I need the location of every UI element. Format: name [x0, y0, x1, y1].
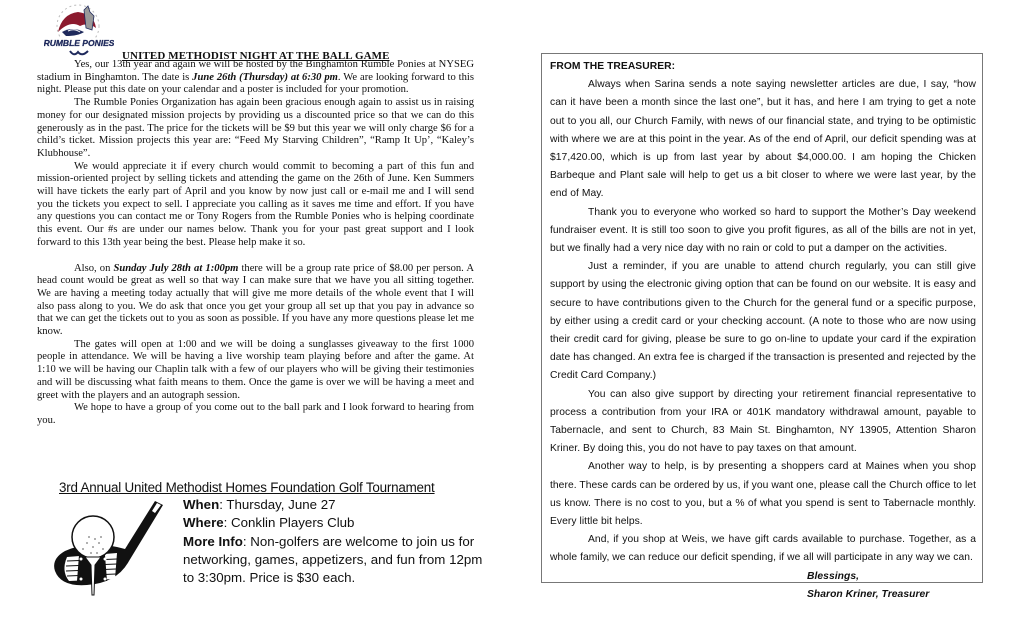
ballgame-paragraph-2: The Rumble Ponies Organization has again been gracious enough again to assist us in raising money for our designated mission projects by providing us a discounted price so that we can do this generously as in the past. The price for the tickets will be $9 but this year we will only charge $6 for a child’s ticket. Mission projects this year are: “Feed My Starving Children”, “Ramp It Up’, “Kaley’s Klubhouse”.	[37, 97, 474, 159]
treasurer-paragraph: Just a reminder, if you are unable to attend church regularly, you can still give support by using the electronic giving option that can be found on our website. It is easy and secure to have contributions given to the Church for the general fund or a specific purpose, by either using a credit card or your checking account. (A note to those who are now using their credit card for giving, please be sure to go on-line to update your card if the expiration date has changed. An extra fee is charged if the transaction is presented and rejected by the Credit Card Company.)	[550, 261, 976, 382]
treasurer-heading: FROM THE TREASURER:	[550, 61, 676, 72]
ballgame-paragraph-5: The gates will open at 1:00 and we will be doing a sunglasses giveaway to the first 1000 people in attendance. We will be having a live worship team playing before and after the game. At 1:10 we will be having our Chaplin talk with a few of our players who will be giving their testimonies and will be discussing what faith means to them. Once the game is over we will be having a meet and greet with the players and an autograph session.	[37, 338, 474, 401]
ballgame-title: UNITED METHODIST NIGHT AT THE BALL GAME	[122, 50, 390, 62]
ballgame-paragraph-6: We hope to have a group of you come out to the ball park and I look forward to hearing from you.	[37, 402, 474, 426]
ballgame-paragraph-1: Yes, our 13th year and again we will be hosted by the Binghamton Rumble Ponies at NYSEG stadium in Binghamton. The date is June 26th (Thursday) at 6:30 pm. We are looking forward to this night. Please put this date on your calendar and a poster is included for your promotion.	[37, 59, 474, 96]
golf-club-ball-icon	[47, 499, 167, 599]
signature: Sharon Kriner, Treasurer	[807, 588, 930, 600]
rumble-ponies-logo-icon	[44, 2, 114, 60]
golf-tournament-section	[37, 480, 483, 595]
golf-more-info: More Info: Non-golfers are welcome to join us for networking, games, appetizers, and fun from 12pm to 3:30pm. Price is $30 each.	[183, 533, 483, 586]
ballgame-paragraph-3: We would appreciate it if every church would commit to becoming a part of this fun and mission-oriented project by selling tickets and attending the game on the 26th of June. Ken Summers will have tickets the early part of April and you know by now just call or e-mail me and I will send you the tickets you expect to sell. I appreciate you calling as it saves me time and effort. If you have any questions you can contact me or Tony Rogers from the Rumble Ponies who is helping coordinate this event. Our #s are under our names below. Thank you for your past great support and I look forward to this 13th year being the best. Please help make it so.	[37, 160, 474, 248]
ballgame-paragraph-4: Also, on Sunday July 28th at 1:00pm there will be a group rate price of $8.00 per person. A head count would be great as well so that way I can make sure that we have you all sitting together. We are having a meeting today actually that will give me more details of the whole event that I will also pass along to you. We do ask that once you get your group all set up that you pay in advance so that we can get the tickets out to you as soon as possible. If you have any more questions please let me know.	[37, 262, 474, 338]
group-game-date: Sunday July 28th at 1:00pm	[113, 262, 239, 274]
treasurer-paragraph: You can also give support by directing your retirement financial representative to process a contribution from your IRA or 401K mandatory withdrawal amount, payable to Tabernacle, and sent to Church, 83 Main St. Binghamton, NY 13905, Attention Sharon Kriner. By doing this, you do not have to pay taxes on that amount.	[550, 388, 976, 455]
golf-when: When: Thursday, June 27	[183, 497, 336, 512]
treasurer-box	[541, 53, 983, 600]
treasurer-paragraph: Thank you to everyone who worked so hard to support the Mother’s Day weekend fundraiser event. It is still too soon to give you profit figures, as all of the bills are not in yet, but we finally had a very nice day with no rain or cold to put a damper on the activities.	[550, 206, 976, 255]
ballgame-article	[37, 2, 474, 428]
treasurer-paragraph: And, if you shop at Weis, we have gift cards available to purchase. Together, as a whole family, we can reduce our deficit spending, if we all will participate in any way we can.	[550, 534, 976, 564]
golf-where: Where: Conklin Players Club	[183, 515, 355, 531]
golf-details	[183, 496, 483, 587]
treasurer-paragraph: Always when Sarina sends a note saying newsletter articles are due, I say, “how can it have been a month since the last one”, but it has, and here I am trying to get a note out to you all, our Church Family, with news of our financial state, and trying to be optimistic with where we are at this point in the year. As of the end of April, our deficit spending was at $17,420.00, which is up from last year by about $4,000.00. I am hoping the Chicken Barbeque and Plant sale will help to get us a bit closer to where we were last year, by the end of May.	[550, 79, 976, 200]
treasurer-paragraph: Another way to help, is by presenting a shoppers card at Maines when you shop there. These cards can be ordered by us, if you want one, please call the Church office to let us know. There is no cost to you, but a % of what you spend is sent to Tabernacle monthly. Every little bit helps.	[550, 461, 976, 528]
game-date: June 26th (Thursday) at 6:30 pm	[192, 71, 338, 83]
closing: Blessings,	[807, 570, 860, 582]
svg-text:RUMBLE PONIES: RUMBLE PONIES	[44, 38, 114, 48]
golf-title: 3rd Annual United Methodist Homes Foundation Golf Tournament	[59, 480, 435, 495]
